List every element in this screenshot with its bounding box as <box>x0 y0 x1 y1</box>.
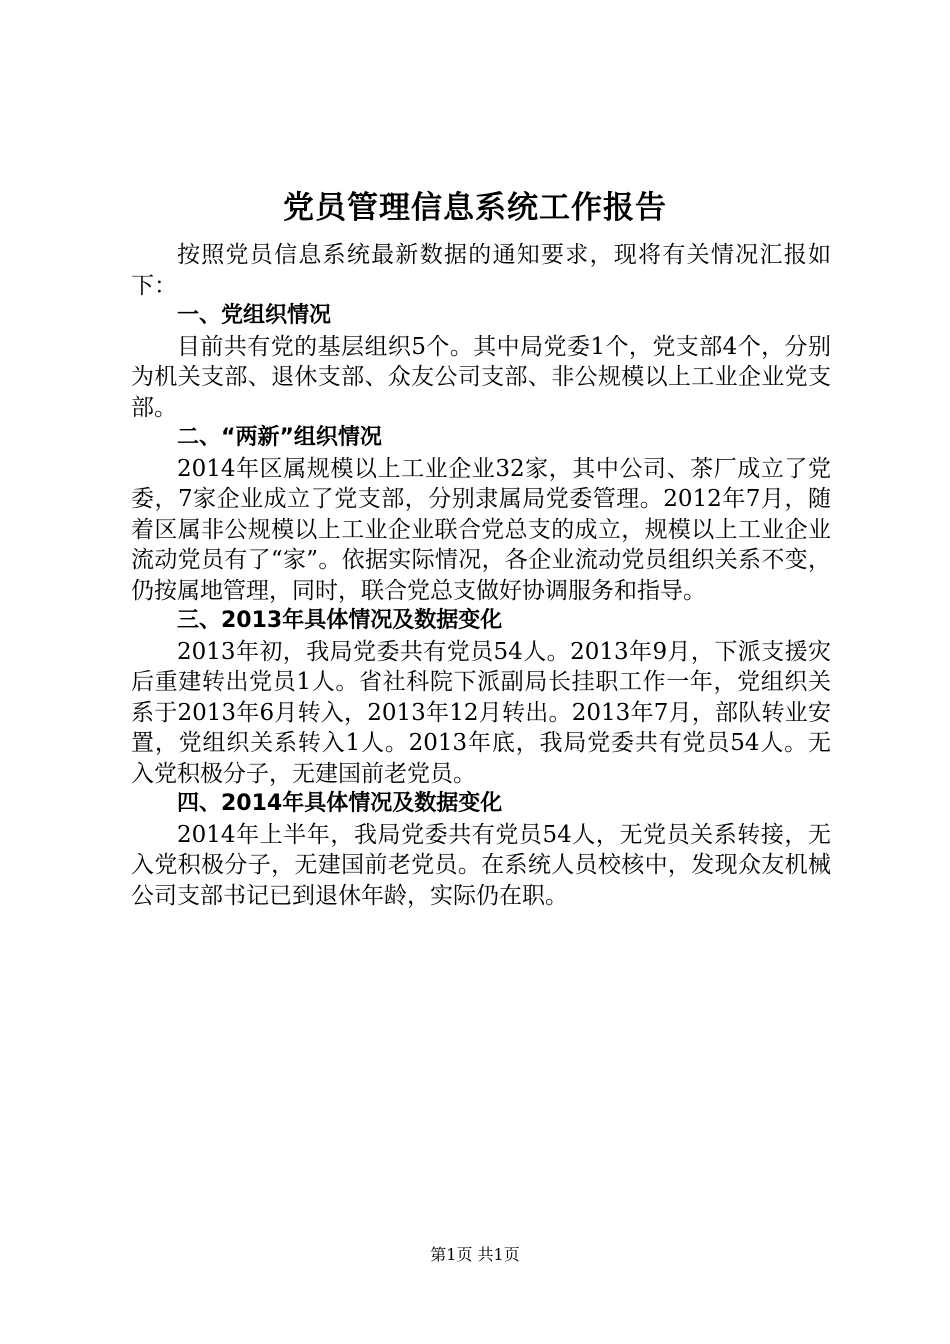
section-paragraph-2: 2014年区属规模以上工业企业32家，其中公司、茶厂成立了党委，7家企业成立了党支部，分别隶属局党委管理。2012年7月，随着区属非公规模以上工业企业联合党总支的成立，规模以上工业企业流动党员有了“家”。依据实际情况，各企业流动党员组织关系不变，仍按属地管理，同时，联合党总支做好协调服务和指导。 <box>131 455 831 604</box>
page-number-footer: 第1页 共1页 <box>430 1245 520 1264</box>
section-paragraph-4: 2014年上半年，我局党委共有党员54人，无党员关系转接，无入党积极分子，无建国前老党员。在系统人员校核中，发现众友机械公司支部书记已到退休年龄，实际仍在职。 <box>131 821 831 909</box>
document-body <box>131 240 831 911</box>
document-title: 党员管理信息系统工作报告 <box>283 190 667 226</box>
intro-paragraph: 按照党员信息系统最新数据的通知要求，现将有关情况汇报如下： <box>131 242 831 299</box>
section-heading-3: 三、2013年具体情况及数据变化 <box>177 608 503 633</box>
section-paragraph-3: 2013年初，我局党委共有党员54人。2013年9月，下派支援灾后重建转出党员1人。省社科院下派副局长挂职工作一年，党组织关系于2013年6月转入，2013年12月转出。2013年7月，部队转业安置，党组织关系转入1人。2013年底，我局党委共有党员54人。无入党积极分子，无建国前老党员。 <box>131 638 831 787</box>
section-heading-4: 四、2014年具体情况及数据变化 <box>177 791 503 816</box>
section-heading-2: 二、“两新”组织情况 <box>177 425 382 450</box>
section-paragraph-1: 目前共有党的基层组织5个。其中局党委1个，党支部4个，分别为机关支部、退休支部、众友公司支部、非公规模以上工业企业党支部。 <box>131 333 831 421</box>
section-heading-1: 一、党组织情况 <box>177 303 332 328</box>
